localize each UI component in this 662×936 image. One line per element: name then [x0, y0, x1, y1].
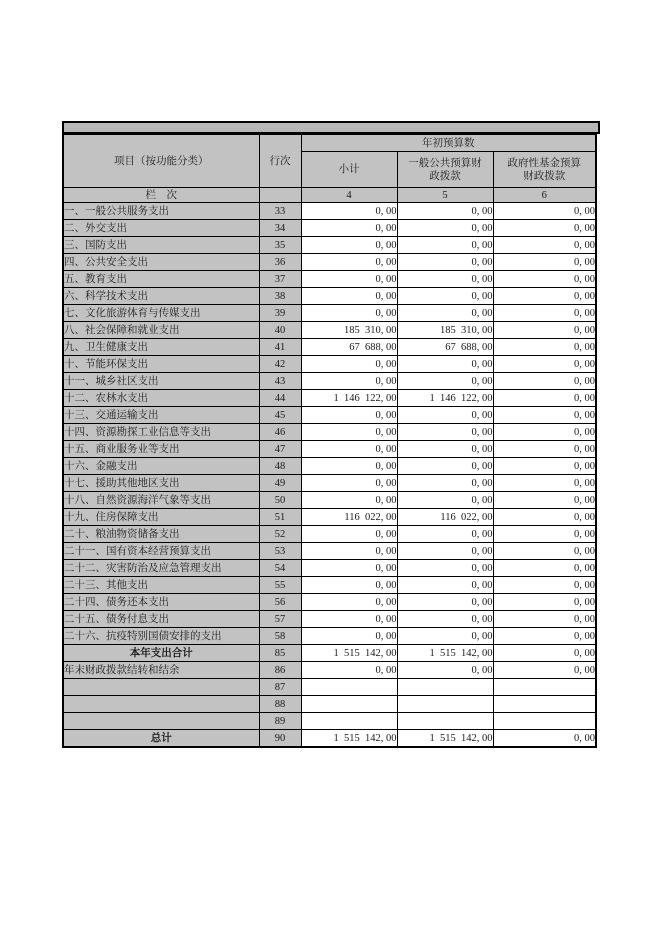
- header-row-group: [63, 134, 596, 152]
- cell-general-budget: 0, 00: [397, 356, 493, 373]
- cell-subtotal: 0, 00: [301, 271, 397, 288]
- table-row: [63, 424, 596, 441]
- row-line-number: 86: [259, 662, 301, 679]
- cell-gov-fund: [493, 679, 596, 696]
- table-row: [63, 390, 596, 407]
- row-line-number: 33: [259, 203, 301, 220]
- cell-general-budget: 0, 00: [397, 237, 493, 254]
- cell-general-budget: 0, 00: [397, 305, 493, 322]
- cell-gov-fund: 0, 00: [493, 322, 596, 339]
- table-row: [63, 696, 596, 713]
- column-index-5: 5: [397, 188, 493, 203]
- cell-general-budget: 0, 00: [397, 373, 493, 390]
- cell-subtotal: 1 515 142, 00: [301, 730, 397, 748]
- cell-subtotal: 67 688, 00: [301, 339, 397, 356]
- row-label: 十五、商业服务业等支出: [63, 441, 259, 458]
- row-line-number: 36: [259, 254, 301, 271]
- table-row: [63, 407, 596, 424]
- row-line-number: 85: [259, 645, 301, 662]
- table-row: [63, 628, 596, 645]
- cell-gov-fund: 0, 00: [493, 203, 596, 220]
- cell-general-budget: 0, 00: [397, 560, 493, 577]
- column-index-4: 4: [301, 188, 397, 203]
- row-line-number: 53: [259, 543, 301, 560]
- cell-subtotal: 0, 00: [301, 611, 397, 628]
- cell-gov-fund: 0, 00: [493, 458, 596, 475]
- row-label: 六、科学技术支出: [63, 288, 259, 305]
- cell-gov-fund: 0, 00: [493, 543, 596, 560]
- row-line-number: 46: [259, 424, 301, 441]
- row-label: 二十四、债务还本支出: [63, 594, 259, 611]
- row-label: 十七、援助其他地区支出: [63, 475, 259, 492]
- cell-gov-fund: 0, 00: [493, 475, 596, 492]
- cell-gov-fund: 0, 00: [493, 594, 596, 611]
- table-row: [63, 611, 596, 628]
- cell-gov-fund: 0, 00: [493, 254, 596, 271]
- cell-subtotal: 0, 00: [301, 492, 397, 509]
- table-row: [63, 645, 596, 662]
- cell-general-budget: 116 022, 00: [397, 509, 493, 526]
- cell-subtotal: 0, 00: [301, 475, 397, 492]
- row-label: [63, 696, 259, 713]
- cell-general-budget: 0, 00: [397, 475, 493, 492]
- header-general-budget-column: 一般公共预算财政拨款: [397, 152, 493, 188]
- row-label: 一、一般公共服务支出: [63, 203, 259, 220]
- cell-general-budget: 0, 00: [397, 577, 493, 594]
- cell-subtotal: 0, 00: [301, 373, 397, 390]
- cell-gov-fund: 0, 00: [493, 560, 596, 577]
- cell-general-budget: [397, 713, 493, 730]
- cell-gov-fund: 0, 00: [493, 305, 596, 322]
- row-line-number: 45: [259, 407, 301, 424]
- cell-gov-fund: 0, 00: [493, 424, 596, 441]
- row-label: 十、节能环保支出: [63, 356, 259, 373]
- cell-gov-fund: 0, 00: [493, 220, 596, 237]
- cell-general-budget: 1 515 142, 00: [397, 730, 493, 748]
- row-line-number: 56: [259, 594, 301, 611]
- header-gov-fund-column: 政府性基金预算财政拨款: [493, 152, 596, 188]
- row-label: 二十二、灾害防治及应急管理支出: [63, 560, 259, 577]
- row-label: 九、卫生健康支出: [63, 339, 259, 356]
- row-label: 二十六、抗疫特别国债安排的支出: [63, 628, 259, 645]
- cell-general-budget: 1 146 122, 00: [397, 390, 493, 407]
- row-line-number: 34: [259, 220, 301, 237]
- cell-subtotal: 0, 00: [301, 305, 397, 322]
- cell-subtotal: 0, 00: [301, 458, 397, 475]
- cell-subtotal: 0, 00: [301, 543, 397, 560]
- cell-general-budget: [397, 696, 493, 713]
- cell-general-budget: 0, 00: [397, 526, 493, 543]
- cell-subtotal: 0, 00: [301, 594, 397, 611]
- table-row: [63, 560, 596, 577]
- table-row: [63, 254, 596, 271]
- table-row: [63, 203, 596, 220]
- cell-subtotal: 0, 00: [301, 203, 397, 220]
- column-index-label: 栏 次: [63, 188, 259, 203]
- cell-subtotal: 0, 00: [301, 526, 397, 543]
- cell-subtotal: 0, 00: [301, 237, 397, 254]
- row-line-number: 47: [259, 441, 301, 458]
- row-line-number: 50: [259, 492, 301, 509]
- cell-general-budget: 0, 00: [397, 662, 493, 679]
- cell-gov-fund: 0, 00: [493, 356, 596, 373]
- row-line-number: 87: [259, 679, 301, 696]
- cell-subtotal: 185 310, 00: [301, 322, 397, 339]
- header-subtotal-column: 小计: [301, 152, 397, 188]
- row-label: 七、文化旅游体育与传媒支出: [63, 305, 259, 322]
- cell-general-budget: 0, 00: [397, 424, 493, 441]
- table-row: [63, 594, 596, 611]
- cell-subtotal: [301, 713, 397, 730]
- cell-general-budget: [397, 679, 493, 696]
- table-row: [63, 679, 596, 696]
- row-line-number: 51: [259, 509, 301, 526]
- table-row: [63, 543, 596, 560]
- cell-general-budget: 0, 00: [397, 254, 493, 271]
- cell-general-budget: 185 310, 00: [397, 322, 493, 339]
- row-label: 年末财政拨款结转和结余: [63, 662, 259, 679]
- cell-gov-fund: 0, 00: [493, 509, 596, 526]
- cell-subtotal: 0, 00: [301, 407, 397, 424]
- table-row: [63, 305, 596, 322]
- table-row: [63, 492, 596, 509]
- row-line-number: 43: [259, 373, 301, 390]
- cell-general-budget: 0, 00: [397, 458, 493, 475]
- cell-general-budget: 0, 00: [397, 203, 493, 220]
- row-label: 十九、住房保障支出: [63, 509, 259, 526]
- table-row: [63, 713, 596, 730]
- row-label: 二十一、国有资本经营预算支出: [63, 543, 259, 560]
- cell-gov-fund: 0, 00: [493, 645, 596, 662]
- row-label: 本年支出合计: [63, 645, 259, 662]
- row-label: 总计: [63, 730, 259, 748]
- row-label: 二十五、债务付息支出: [63, 611, 259, 628]
- row-line-number: 89: [259, 713, 301, 730]
- row-label: 四、公共安全支出: [63, 254, 259, 271]
- row-line-number: 42: [259, 356, 301, 373]
- cell-gov-fund: 0, 00: [493, 237, 596, 254]
- row-line-number: 39: [259, 305, 301, 322]
- cell-general-budget: 0, 00: [397, 407, 493, 424]
- row-line-number: 88: [259, 696, 301, 713]
- table-row: [63, 373, 596, 390]
- row-line-number: 44: [259, 390, 301, 407]
- cell-general-budget: 0, 00: [397, 492, 493, 509]
- row-label: 十八、自然资源海洋气象等支出: [63, 492, 259, 509]
- table-row: [63, 509, 596, 526]
- row-line-number: 35: [259, 237, 301, 254]
- cell-gov-fund: 0, 00: [493, 441, 596, 458]
- cell-general-budget: 0, 00: [397, 611, 493, 628]
- cell-subtotal: 0, 00: [301, 288, 397, 305]
- cell-general-budget: 1 515 142, 00: [397, 645, 493, 662]
- row-label: 二十、粮油物资储备支出: [63, 526, 259, 543]
- row-label: 十二、农林水支出: [63, 390, 259, 407]
- header-line-number-column: 行次: [259, 134, 301, 188]
- cell-gov-fund: 0, 00: [493, 492, 596, 509]
- cell-gov-fund: 0, 00: [493, 339, 596, 356]
- cell-subtotal: 0, 00: [301, 424, 397, 441]
- table-row: [63, 339, 596, 356]
- cell-subtotal: 0, 00: [301, 254, 397, 271]
- cell-general-budget: 0, 00: [397, 271, 493, 288]
- table-row: [63, 356, 596, 373]
- cell-subtotal: 0, 00: [301, 628, 397, 645]
- cell-subtotal: 0, 00: [301, 356, 397, 373]
- row-line-number: 37: [259, 271, 301, 288]
- row-label: 十六、金融支出: [63, 458, 259, 475]
- row-label: 二十三、其他支出: [63, 577, 259, 594]
- table-row: [63, 441, 596, 458]
- cell-general-budget: 0, 00: [397, 441, 493, 458]
- cell-gov-fund: 0, 00: [493, 611, 596, 628]
- cell-subtotal: 116 022, 00: [301, 509, 397, 526]
- cell-subtotal: 0, 00: [301, 577, 397, 594]
- table-row: [63, 271, 596, 288]
- cell-general-budget: 0, 00: [397, 220, 493, 237]
- row-label: 八、社会保障和就业支出: [63, 322, 259, 339]
- table-row: [63, 730, 596, 748]
- cell-general-budget: 0, 00: [397, 543, 493, 560]
- row-label: 十一、城乡社区支出: [63, 373, 259, 390]
- column-index-blank: [259, 188, 301, 203]
- column-index-row: [63, 188, 596, 203]
- header-budget-group: 年初预算数: [301, 134, 596, 152]
- cell-subtotal: 0, 00: [301, 220, 397, 237]
- table-row: [63, 220, 596, 237]
- cell-general-budget: 0, 00: [397, 594, 493, 611]
- table-row: [63, 526, 596, 543]
- row-label: [63, 679, 259, 696]
- row-line-number: 38: [259, 288, 301, 305]
- table-row: [63, 237, 596, 254]
- row-label: [63, 713, 259, 730]
- row-line-number: 48: [259, 458, 301, 475]
- table-row: [63, 288, 596, 305]
- cell-general-budget: 0, 00: [397, 628, 493, 645]
- cell-gov-fund: [493, 713, 596, 730]
- row-line-number: 41: [259, 339, 301, 356]
- cell-gov-fund: 0, 00: [493, 390, 596, 407]
- row-line-number: 90: [259, 730, 301, 748]
- budget-sheet: [62, 121, 600, 748]
- cell-general-budget: 67 688, 00: [397, 339, 493, 356]
- cell-gov-fund: 0, 00: [493, 373, 596, 390]
- row-line-number: 55: [259, 577, 301, 594]
- cell-gov-fund: 0, 00: [493, 730, 596, 748]
- row-line-number: 54: [259, 560, 301, 577]
- cell-gov-fund: 0, 00: [493, 662, 596, 679]
- row-label: 十四、资源勘探工业信息等支出: [63, 424, 259, 441]
- cell-gov-fund: 0, 00: [493, 628, 596, 645]
- cell-subtotal: 0, 00: [301, 441, 397, 458]
- cell-gov-fund: [493, 696, 596, 713]
- table-row: [63, 475, 596, 492]
- row-label: 十三、交通运输支出: [63, 407, 259, 424]
- table-row: [63, 662, 596, 679]
- row-line-number: 52: [259, 526, 301, 543]
- row-label: 三、国防支出: [63, 237, 259, 254]
- cell-gov-fund: 0, 00: [493, 288, 596, 305]
- cell-subtotal: [301, 679, 397, 696]
- cell-subtotal: 1 515 142, 00: [301, 645, 397, 662]
- cell-gov-fund: 0, 00: [493, 271, 596, 288]
- cell-subtotal: 0, 00: [301, 560, 397, 577]
- cell-subtotal: [301, 696, 397, 713]
- header-project-column: 项目（按功能分类）: [63, 134, 259, 188]
- budget-expenditure-table: [62, 133, 597, 748]
- cell-subtotal: 0, 00: [301, 662, 397, 679]
- cell-subtotal: 1 146 122, 00: [301, 390, 397, 407]
- row-label: 二、外交支出: [63, 220, 259, 237]
- cell-gov-fund: 0, 00: [493, 577, 596, 594]
- column-index-6: 6: [493, 188, 596, 203]
- table-row: [63, 458, 596, 475]
- row-label: 五、教育支出: [63, 271, 259, 288]
- cell-general-budget: 0, 00: [397, 288, 493, 305]
- row-line-number: 57: [259, 611, 301, 628]
- cell-gov-fund: 0, 00: [493, 526, 596, 543]
- row-line-number: 58: [259, 628, 301, 645]
- table-row: [63, 577, 596, 594]
- row-line-number: 40: [259, 322, 301, 339]
- cell-gov-fund: 0, 00: [493, 407, 596, 424]
- table-row: [63, 322, 596, 339]
- row-line-number: 49: [259, 475, 301, 492]
